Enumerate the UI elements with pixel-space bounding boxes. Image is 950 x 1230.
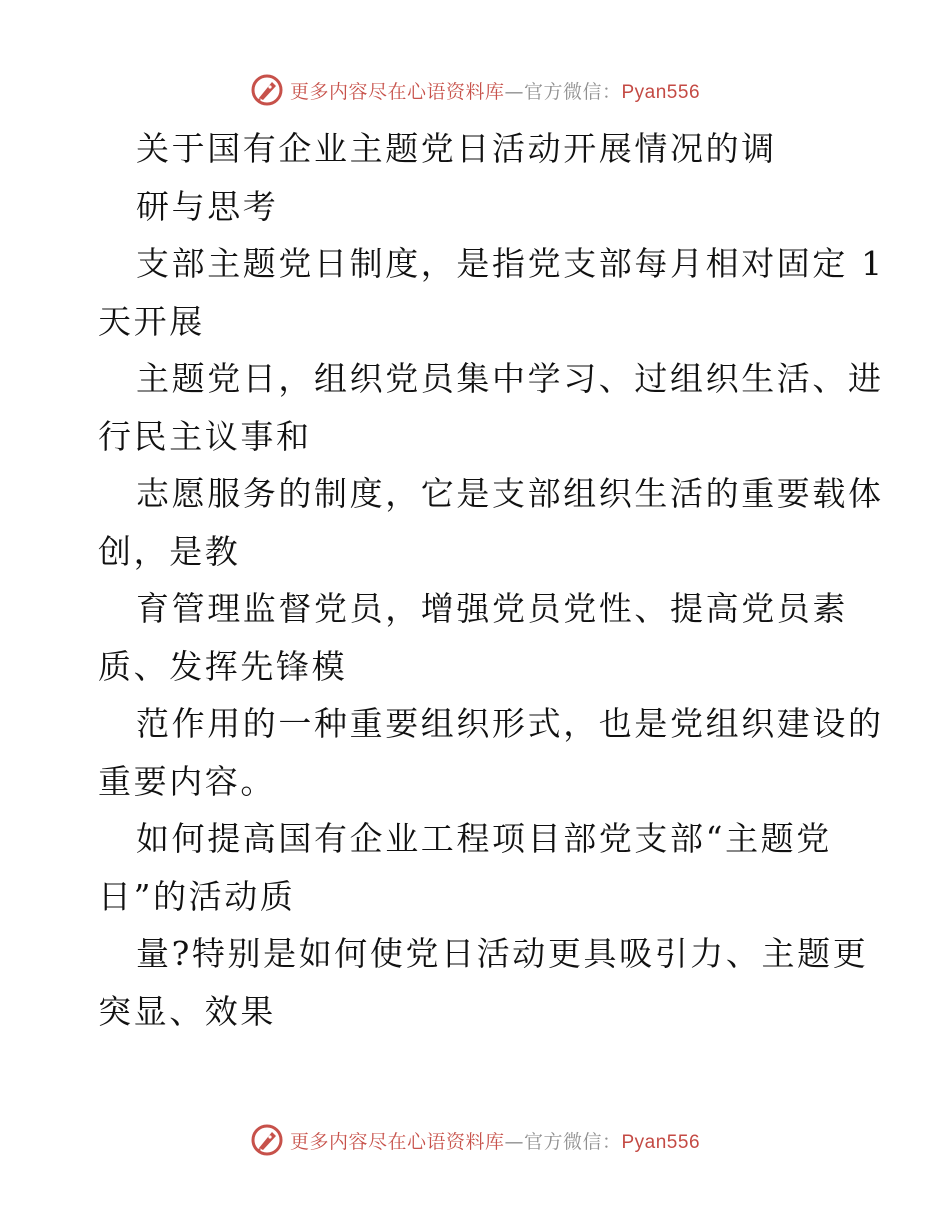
header-watermark-banner [0,70,950,110]
doc-line: 关于国有企业主题党日活动开展情况的调 [136,129,777,168]
doc-line: 育管理监督党员，增强党员党性、提高党员素 [136,589,848,628]
doc-line: 创，是教 [98,531,241,571]
doc-line: 突显、效果 [98,991,276,1031]
doc-line: 主题党日，组织党员集中学习、过组织生活、进 [136,359,884,398]
doc-line: 量?特别是如何使党日活动更具吸引力、主题更 [136,934,869,973]
doc-line: 日”的活动质 [98,876,296,916]
banner-text-main: 更多内容尽在心语资料库 [289,80,505,103]
doc-line: 志愿服务的制度，它是支部组织生活的重要载体 [136,474,884,513]
pen-nib-logo-icon [250,73,284,107]
banner-text-sep: —官方微信： [504,80,622,103]
doc-line: 天开展 [98,301,205,341]
doc-line: 行民主议事和 [98,416,312,456]
pen-nib-logo-icon [250,1123,284,1157]
banner-text-brand: Pyan556 [621,1131,701,1153]
banner-text-main: 更多内容尽在心语资料库 [289,1130,505,1153]
doc-line: 如何提高国有企业工程项目部党支部“主题党 [136,819,832,858]
banner-text-brand: Pyan556 [621,81,701,103]
doc-line: 范作用的一种重要组织形式，也是党组织建设的 [136,704,884,743]
doc-line: 研与思考 [136,186,279,226]
doc-line: 支部主题党日制度，是指党支部每月相对固定 1 [136,244,885,283]
doc-line: 质、发挥先锋模 [98,646,348,686]
banner-text [290,1127,700,1154]
document-body [98,120,885,1040]
doc-line: 重要内容。 [98,761,276,801]
footer-watermark-banner [0,1120,950,1160]
banner-text [290,77,700,104]
banner-text-sep: —官方微信： [504,1130,622,1153]
